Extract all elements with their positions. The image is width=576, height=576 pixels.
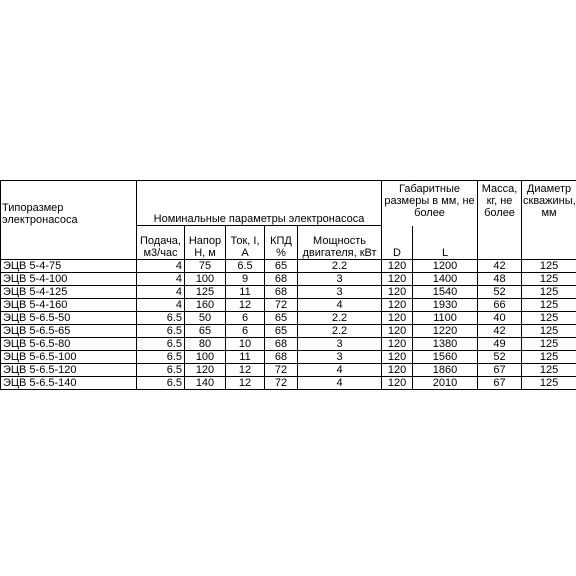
power-cell: 4 [298, 364, 382, 377]
nominal-params-header: Номинальные параметры электронасоса [137, 181, 382, 226]
d-cell: 120 [382, 338, 413, 351]
table-row [1, 377, 576, 390]
flow-cell: 6.5 [137, 364, 185, 377]
head-cell: 50 [185, 312, 226, 325]
well-diameter-cell: 125 [522, 351, 576, 364]
current-header: Ток, I, А [226, 226, 265, 260]
flow-cell: 6.5 [137, 312, 185, 325]
l-cell: 1560 [413, 351, 478, 364]
l-cell: 1200 [413, 260, 478, 273]
power-cell: 2.2 [298, 260, 382, 273]
efficiency-cell: 68 [265, 351, 298, 364]
l-cell: 1540 [413, 286, 478, 299]
power-cell: 3 [298, 351, 382, 364]
mass-cell: 66 [478, 299, 522, 312]
well-diameter-cell: 125 [522, 286, 576, 299]
flow-cell: 4 [137, 299, 185, 312]
head-cell: 65 [185, 325, 226, 338]
efficiency-cell: 65 [265, 260, 298, 273]
pump-spec-table [0, 180, 576, 390]
l-cell: 1220 [413, 325, 478, 338]
d-cell: 120 [382, 312, 413, 325]
model-cell: ЭЦВ 5-6.5-80 [1, 338, 137, 351]
mass-cell: 42 [478, 260, 522, 273]
efficiency-cell: 68 [265, 338, 298, 351]
mass-cell: 52 [478, 351, 522, 364]
mass-cell: 67 [478, 377, 522, 390]
table-row [1, 286, 576, 299]
table-row [1, 351, 576, 364]
model-cell: ЭЦВ 5-4-125 [1, 286, 137, 299]
efficiency-cell: 68 [265, 286, 298, 299]
head-cell: 160 [185, 299, 226, 312]
l-cell: 1380 [413, 338, 478, 351]
l-cell: 1860 [413, 364, 478, 377]
well-diameter-cell: 125 [522, 273, 576, 286]
efficiency-header: КПД % [265, 226, 298, 260]
power-cell: 4 [298, 377, 382, 390]
well-header-blank [522, 226, 576, 260]
flow-cell: 6.5 [137, 351, 185, 364]
well-diameter-cell: 125 [522, 299, 576, 312]
head-cell: 75 [185, 260, 226, 273]
efficiency-cell: 68 [265, 273, 298, 286]
flow-cell: 6.5 [137, 377, 185, 390]
current-cell: 12 [226, 364, 265, 377]
d-cell: 120 [382, 273, 413, 286]
current-cell: 12 [226, 377, 265, 390]
model-column-header: Типоразмер электронасоса [1, 181, 137, 226]
well-diameter-cell: 125 [522, 312, 576, 325]
mass-cell: 52 [478, 286, 522, 299]
l-cell: 1930 [413, 299, 478, 312]
table-row [1, 260, 576, 273]
table-row [1, 325, 576, 338]
d-header: D [382, 226, 413, 260]
well-diameter-header: Диаметр скважины, мм [522, 181, 576, 226]
flow-cell: 6.5 [137, 325, 185, 338]
model-cell: ЭЦВ 5-6.5-50 [1, 312, 137, 325]
mass-header: Масса, кг, не более [478, 181, 522, 226]
power-cell: 2.2 [298, 312, 382, 325]
model-cell: ЭЦВ 5-6.5-100 [1, 351, 137, 364]
d-cell: 120 [382, 286, 413, 299]
current-cell: 12 [226, 299, 265, 312]
efficiency-cell: 72 [265, 299, 298, 312]
dimensions-header: Габаритные размеры в мм, не более [382, 181, 478, 226]
current-cell: 10 [226, 338, 265, 351]
head-cell: 100 [185, 351, 226, 364]
current-cell: 9 [226, 273, 265, 286]
head-cell: 125 [185, 286, 226, 299]
l-cell: 1400 [413, 273, 478, 286]
well-diameter-cell: 125 [522, 338, 576, 351]
d-cell: 120 [382, 377, 413, 390]
d-cell: 120 [382, 364, 413, 377]
well-diameter-cell: 125 [522, 325, 576, 338]
d-cell: 120 [382, 325, 413, 338]
flow-cell: 4 [137, 286, 185, 299]
current-cell: 11 [226, 286, 265, 299]
model-cell: ЭЦВ 5-6.5-120 [1, 364, 137, 377]
d-cell: 120 [382, 260, 413, 273]
flow-cell: 4 [137, 260, 185, 273]
head-header: Напор Н, м [185, 226, 226, 260]
efficiency-cell: 72 [265, 364, 298, 377]
power-cell: 4 [298, 299, 382, 312]
head-cell: 100 [185, 273, 226, 286]
model-header-blank [1, 226, 137, 260]
model-cell: ЭЦВ 5-6.5-140 [1, 377, 137, 390]
current-cell: 6.5 [226, 260, 265, 273]
mass-cell: 67 [478, 364, 522, 377]
l-cell: 2010 [413, 377, 478, 390]
head-cell: 80 [185, 338, 226, 351]
table-row [1, 338, 576, 351]
power-cell: 3 [298, 273, 382, 286]
flow-cell: 4 [137, 273, 185, 286]
model-cell: ЭЦВ 5-4-75 [1, 260, 137, 273]
well-diameter-cell: 125 [522, 364, 576, 377]
header-row-1 [1, 181, 576, 226]
mass-cell: 40 [478, 312, 522, 325]
header-row-2 [1, 226, 576, 260]
model-cell: ЭЦВ 5-4-160 [1, 299, 137, 312]
mass-cell: 49 [478, 338, 522, 351]
flow-cell: 6.5 [137, 338, 185, 351]
flow-header: Подача, м3/час [137, 226, 185, 260]
l-header: L [413, 226, 478, 260]
table-row [1, 273, 576, 286]
model-cell: ЭЦВ 5-4-100 [1, 273, 137, 286]
l-cell: 1100 [413, 312, 478, 325]
power-cell: 3 [298, 286, 382, 299]
well-diameter-cell: 125 [522, 377, 576, 390]
current-cell: 6 [226, 325, 265, 338]
power-cell: 2.2 [298, 325, 382, 338]
current-cell: 11 [226, 351, 265, 364]
mass-header-blank [478, 226, 522, 260]
current-cell: 6 [226, 312, 265, 325]
mass-cell: 48 [478, 273, 522, 286]
efficiency-cell: 65 [265, 325, 298, 338]
power-cell: 3 [298, 338, 382, 351]
table-row [1, 364, 576, 377]
efficiency-cell: 65 [265, 312, 298, 325]
model-cell: ЭЦВ 5-6.5-65 [1, 325, 137, 338]
d-cell: 120 [382, 351, 413, 364]
table-row [1, 312, 576, 325]
head-cell: 140 [185, 377, 226, 390]
power-header: Мощность двигателя, кВт [298, 226, 382, 260]
well-diameter-cell: 125 [522, 260, 576, 273]
head-cell: 120 [185, 364, 226, 377]
mass-cell: 42 [478, 325, 522, 338]
table-row [1, 299, 576, 312]
efficiency-cell: 72 [265, 377, 298, 390]
d-cell: 120 [382, 299, 413, 312]
